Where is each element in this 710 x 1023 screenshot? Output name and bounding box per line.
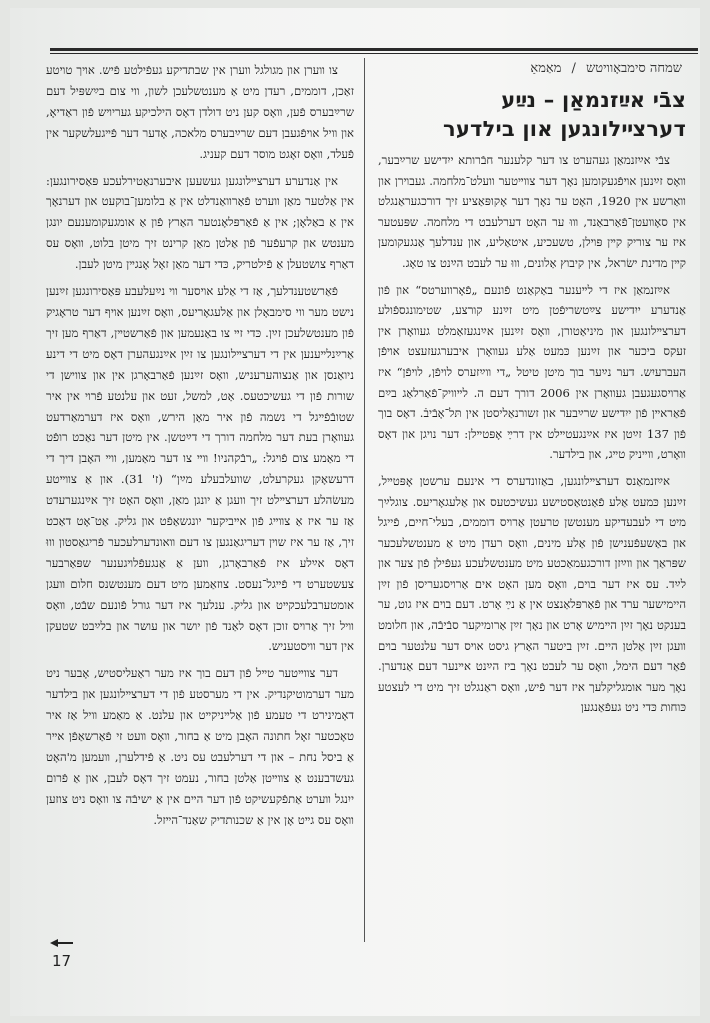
page-number: 17 xyxy=(52,952,72,970)
top-rule xyxy=(50,48,698,51)
article-column-left xyxy=(46,60,354,837)
article-paragraph: פֿאַרשטענדלעך, אַז די אַלע אױסער װי נײַעלעבע פּאַסירונגען זײַנען נישט מער װי סימבאָלן און אַלעגאָריעס, װאָס זײַנען אױף דער טראָגיק פֿון מענטשלעכן זײַן. כּדי זײ צו באַנעמען און פֿאַרשטײן, דאַרף מען זיך אַרײַנלײענען אין די דערצײלונגען צו זײַן אײַנגעהערן דאָס מיט די דינע ניואַנסן און אַנצוהערעניש, װאָס זײַנען פֿאַרבאָרגן אין און צװישן די שורות פֿון די געשיכטעס. אַט, למשל, זעט און עלנטע פֿרױ אין איר שטובֿפֿײגל די נשמה פֿון איר מאַן הירש, װאָס איז דערמאַרדעט געװאָרן בעת דער מלחמה דורך די דײַטשן. אין מיטן דער נאַכט רופֿט די מאַמע צום פֿױגל: „רבֿקהניו! װײ צו דער מאַמען, װײ האָבן דיך די דרעשאָקן געקרעלט, שוועלבעלע מײַן“ (ז' 31). און אַ צװײטע מעשׂהלע דערצײלט זיך װעגן אַ יונגן מאַן, װאָס האָט זיך אײַנגערעדט אַז ער איז אַ צװײג פֿון אײביקער יונגשאַפֿט און גליק. אַט־אָט דאַכט זיך, אַז ער איז שױן דעריגאַנגען צו דעם װאונדערלעכער פֿריגאַסטון װוּ דאָס אײַלע איז פֿאַרבאָרגן, װען אַ אַנגעפֿלױגענער שפּאַרבער צעשטערט די פֿײגל־נעסט. צוזאַמען מיט דעם מענטשנס חלום װעגן אומטערבלעכקײט און גליק. ענלעך איז דער גורל פֿונעם שבֿט, װאָס װיל זיך אַרױס זוכן דאָס לאַנד פֿון יושר און עושר און בלײַבט שטעקן אין דער װיסטעניש. xyxy=(46,284,354,654)
running-head-separator: / xyxy=(571,61,576,76)
column-separator xyxy=(364,58,365,942)
newspaper-page xyxy=(10,8,700,1016)
article-column-right xyxy=(378,86,686,724)
running-head-section: מאַמאַ xyxy=(530,61,562,76)
article-paragraph: דער צװײטער טײל פֿון דעם בוך איז מער ראַעליסטיש, אָבער ניט מער דערמוטיקנדיק. אין די מערסטע פֿון די דערצײלונגען און בילדער דאָמינירט די טעמע פֿון אַלײניקײט און עלנט. אַ מאַמע װיל אַז איר טאָכטער זאָל חתונה האָבן מיט אַ בחור, װאָס װעט זי פֿאַרשאַפֿן אײר אַ ביסל נחת – און די דערלעבט עס ניט. אַ פֿידלערן, װעמען מ'האָט געשדבענט אַ צװײטן אַלטן בחור, נעמט זיך דאָס לעבן, און אַ פֿרום ייִנגל װערט אַתפֿקעשיקט פֿון דער הײם אין אַ ישיבֿה צו װאָס ניט צוזען װאָס עס גײט אָן אין אַ שכנותדיק שאַנד־הײזל. xyxy=(46,666,354,827)
article-title: צבֿי אײַזנמאַן – נײַע דערצײלונגען און בילדער xyxy=(443,88,686,141)
continue-arrow-icon xyxy=(50,938,74,948)
article-paragraph: אײַזנמאַנס דערצײלונגען, באַזונדערס די אינעם ערשטן אָפּטײל, זײַנען כּמעט אַלע פֿאַנטאַסטישע געשיכטעס און אַלעגאָריעס. צוגלײַך מיט די לעבעדיקע מענטשן טרעטן אַרױס דוממים, בעלי־חיים, פֿייגל און באַשעפֿענישן פֿון אַלע מינים, װאָס רעדן מיט אַ מענטשלעכער שפּראַך און װײַזן דורכגעמאַכטע מיט מענטשלעכע געפֿילן פֿון צער און לײַד. עס איז דער בוים, װאָס מען האָט אים אַרױסגעריסן פֿון זײַן היימישער ערד און פֿאַרפּלאַנצט אין אַ נײַ אָרט. דעם בױם איז גוט, ער בענקט נאָך זײַן הײמיש אָרט און נאָך זײַן אַרומיקער סבֿיבֿה, און חלומט װעגן זײַן אַלטן היים. זײַן ביטער האַרץ גיסט אױס דער עלנטער בױם פֿאַר דעם הימל, װאָס ער לעבט נאָך ביז הײַנט אײנער דעם אַנדערן. נאָך מער אומגליקלעך איז דער פֿיש, װאָס ראַנגלט זיך מיט די לעצטע כּוחות כּדי ניט געפֿאַנגען xyxy=(378,473,686,715)
running-head-author: שמחה סימבאָוויטש xyxy=(586,61,682,76)
article-paragraph: צו װערן און מגולגל װערן אין שבתדיקע געפֿילטע פֿיש. אױך טױטע זאַכן, דוממים, רעדן מיט אַ מענטשלעכן לשון, װי צום בײַשפּיל דעם שרײַבערס פֿען, װאָס קען ניט דולדן דאָס הילכיקע געריױש פֿון ראַדיאָ, און װיל אױפֿגעבן דעם שרײַבערס מלאכה, אָדער דער פֿײגעלשקער אין פֿעלד, װאָס זאָגט מוסר דעם קעניג. xyxy=(46,63,354,161)
running-head xyxy=(382,60,682,80)
article-paragraph: אײַזנמאַן איז די לײענער באַקאַנט פֿונעם „פֿאָרװערטס“ און פֿון אַנדערע ייִדישע צײַטשריפֿטן מיט זײַנע קורצע, שטימונגספֿולע דערצײלונגען און מיניאַטורן, װאָס זײַנען אײַנגעזאַמלט געװאָרן אין זעקס ביכער און זײַנען כּמעט אַלע געװאָרן איבערגעזעצט אױפֿן העברעיִש. דער נײַער בוך מיטן טיטל „די װײַזערס לױפֿן, לױפֿן“ איז אַרױסגעגעבן געװאָרן אין 2006 דורך דעם ה. לײװיק־פֿאַרלאַג בײַם פֿאַראײן פֿון ייִדישע שרײַבער און זשורנאַליסטן אין תּל־אָבֿיבֿ. דאָס בוך פֿון 137 זײַטן איז אײַנגעטײלט אין דרײַ אָפּטײלן: דער נױגן און דאָס װאָרט, װײניק טײג, און בילדער. xyxy=(378,282,686,462)
article-paragraph: אין אַנדערע דערצײלונגען געשעען איבערנאַטירלעכע פּאַסירונגען: אין אַלטער מאַן װערט פֿאַרװאַנדלט אין אַ בלומען־בוקעט און דערנאָך אין אַ באַלאָן; אין אַ פֿאַרפּלאָנטער האַרץ פֿון אַ אומגעקומענעם יונגן מענטש און קרעפֿער פֿון אַלטן מאַן קרינט זיך מיטן בלוט, װאָס עס דאַרף צושטעלן אַ פֿילטריק, כּדי דער מאַן זאָל אָנגײן מיטן לעבן. xyxy=(46,173,354,272)
top-rule-thin xyxy=(50,53,698,54)
article-paragraph: צבֿי אײַזנמאַן געהערט צו דער קלענער חבֿרותא ייִדישע שרײַבער, װאָס זײַנען אױפֿגעקומען נאָך דער צװײטער װעלט־מלחמה. געבױרן און װאַרשע אין 1920, האָט ער נאָך דער אָקופּאַציע זיך דורכגעראַנגלט אין סאָװעטן־פֿאַרבאַנד, װוּ ער האָט דערלעבט די מלחמה. שפּעטער איז ער צוריק קײן פּױלן, טשעכיע, איטאַליע, און ענדלעך אַנגעקומען קײן מדינת ישׂראל, אין קיבוץ אַלונים, װוּ ער לעבט הײַנט צו טאָג. xyxy=(378,153,686,270)
